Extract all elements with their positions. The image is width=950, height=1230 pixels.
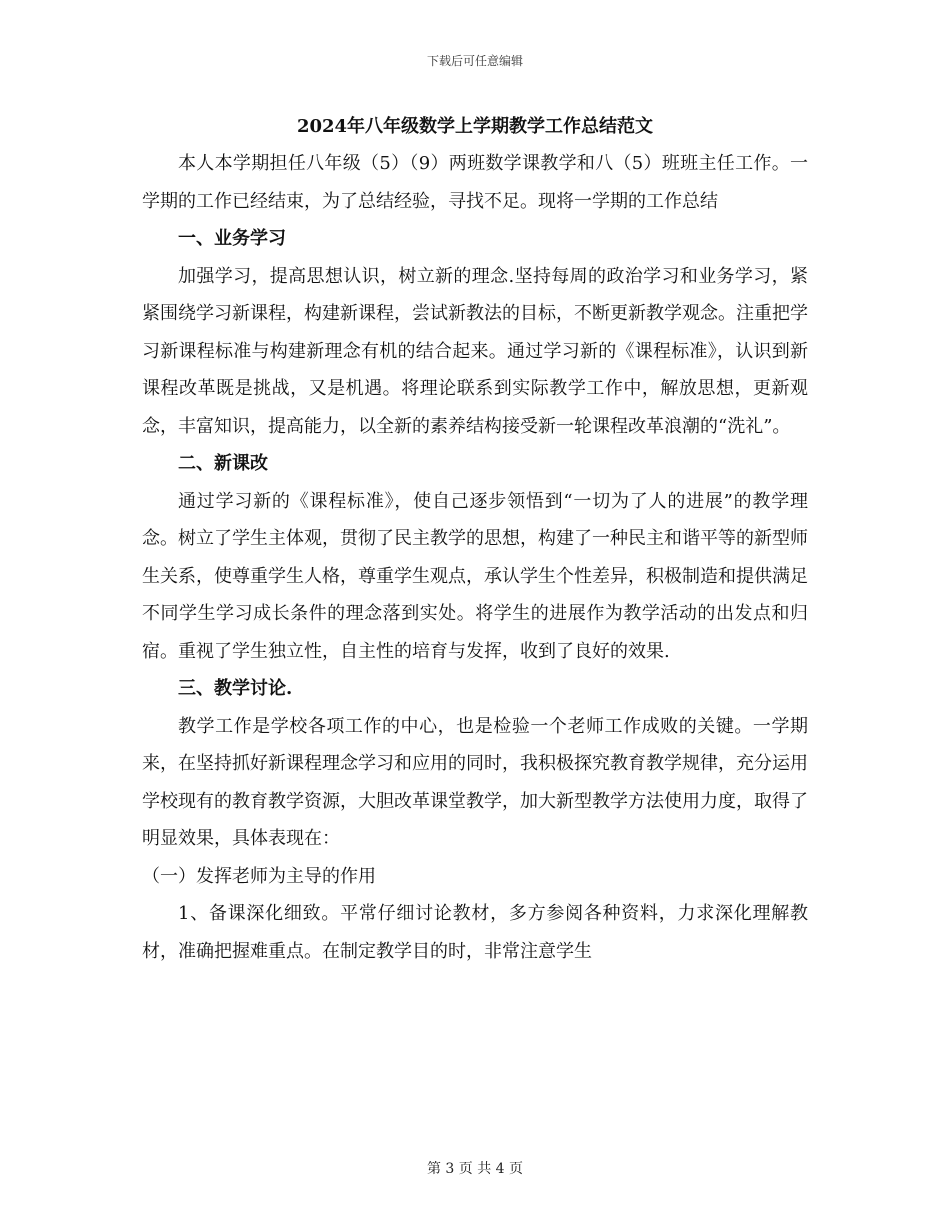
subsection-heading: （一）发挥老师为主导的作用 xyxy=(142,865,376,887)
section-heading-3: 三、教学讨论. xyxy=(178,678,293,699)
section-body-1: 加强学习，提高思想认识，树立新的理念.坚持每周的政治学习和业务学习，紧紧围绕学习新课程，构建新课程，尝试新教法的目标，不断更新教学观念。注重把学习新课程标准与构建新理念有机的结合起来。通过学习新的《课程标准》，认识到新课程改革既是挑战，又是机遇。将理论联系到实际教学工作中，解放思想，更新观念，丰富知识，提高能力，以全新的素养结构接受新一轮课程改革浪潮的“洗礼”。 xyxy=(142,265,808,437)
list-item-1: 1、备课深化细致。平常仔细讨论教材，多方参阅各种资料，力求深化理解教材，准确把握难重点。在制定教学目的时，非常注意学生 xyxy=(142,903,808,962)
section-body-2: 通过学习新的《课程标准》，使自己逐步领悟到“一切为了人的进展”的教学理念。树立了学生主体观，贯彻了民主教学的思想，构建了一种民主和谐平等的新型师生关系，使尊重学生人格，尊重学生观点，承认学生个性差异，积极制造和提供满足不同学生学习成长条件的理念落到实处。将学生的进展作为教学活动的出发点和归宿。重视了学生独立性，自主性的培育与发挥，收到了良好的效果. xyxy=(142,490,808,662)
section-heading-1: 一、业务学习 xyxy=(178,228,286,249)
page-footer: 第 3 页 共 4 页 xyxy=(426,1161,524,1177)
document-title: 2024年八年级数学上学期教学工作总结范文 xyxy=(296,116,654,137)
document-body xyxy=(142,113,808,970)
intro-paragraph: 本人本学期担任八年级（5）（9）两班数学课教学和八（5）班班主任工作。一学期的工作已经结束，为了总结经验，寻找不足。现将一学期的工作总结 xyxy=(142,153,808,212)
section-body-3: 教学工作是学校各项工作的中心，也是检验一个老师工作成败的关键。一学期来，在坚持抓好新课程理念学习和应用的同时，我积极探究教育教学规律，充分运用学校现有的教育教学资源，大胆改革课堂教学，加大新型教学方法使用力度，取得了明显效果，具体表现在： xyxy=(142,715,808,849)
page-header: 下载后可任意编辑 xyxy=(426,54,523,68)
section-heading-2: 二、新课改 xyxy=(178,453,268,474)
